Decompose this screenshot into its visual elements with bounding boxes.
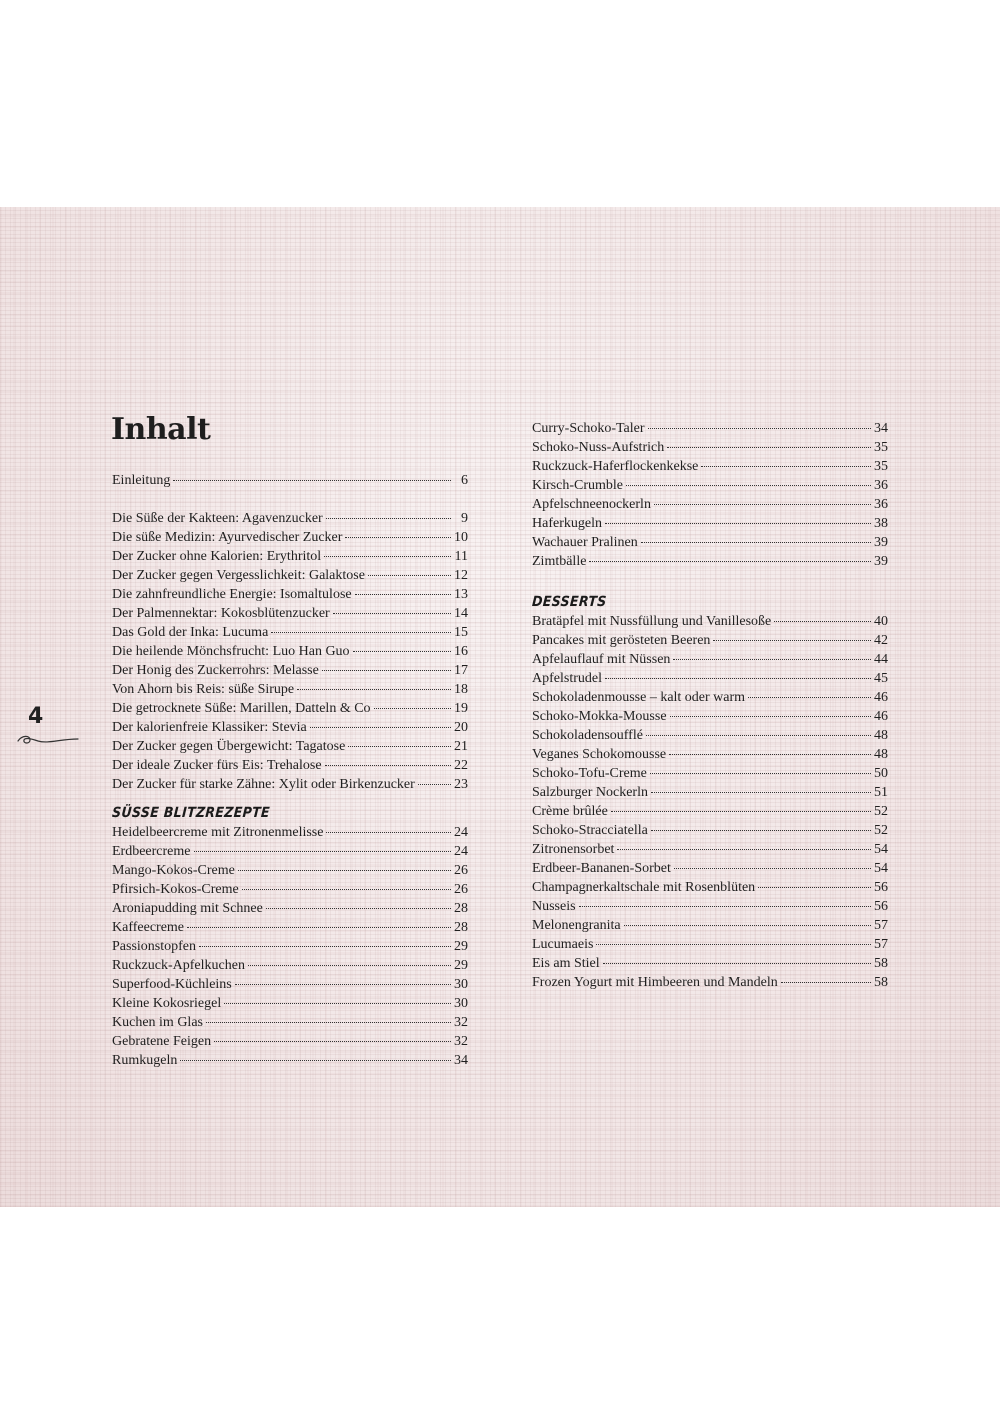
- toc-entry-title: Passionstopfen: [112, 939, 196, 954]
- dot-leader: [669, 754, 871, 755]
- dot-leader: [353, 651, 451, 652]
- toc-entry[interactable]: [112, 528, 468, 547]
- dot-leader: [374, 708, 451, 709]
- toc-entry-page: 16: [454, 644, 468, 659]
- toc-entry-title: Der Zucker ohne Kalorien: Erythritol: [112, 549, 322, 564]
- toc-entry[interactable]: [532, 514, 888, 533]
- toc-entry[interactable]: [532, 419, 888, 438]
- dot-leader: [626, 485, 871, 486]
- toc-entry[interactable]: [112, 604, 468, 623]
- toc-group-quick-recipes: [112, 823, 468, 1070]
- toc-entry-page: 18: [454, 682, 468, 697]
- toc-entry[interactable]: [532, 821, 888, 840]
- toc-entry-title: Der Palmennektar: Kokosblütenzucker: [112, 606, 330, 621]
- toc-entry-title: Von Ahorn bis Reis: süße Sirupe: [112, 682, 295, 697]
- toc-group-desserts: [532, 612, 888, 992]
- dot-leader: [603, 963, 871, 964]
- toc-entry[interactable]: [112, 699, 468, 718]
- toc-entry-title: Schoko-Stracciatella: [532, 823, 648, 838]
- toc-entry[interactable]: [532, 612, 888, 631]
- toc-entry[interactable]: [112, 585, 468, 604]
- toc-entry-title: Erdbeercreme: [112, 844, 191, 859]
- toc-entry[interactable]: [532, 954, 888, 973]
- dot-leader: [624, 925, 871, 926]
- toc-entry-page: 28: [454, 920, 468, 935]
- toc-entry-title: Melonengranita: [532, 918, 621, 933]
- toc-entry[interactable]: [532, 783, 888, 802]
- dot-leader: [325, 765, 451, 766]
- toc-entry[interactable]: [532, 840, 888, 859]
- dot-leader: [266, 908, 451, 909]
- section-heading-quick-recipes: SÜSSE BLITZREZEPTE: [111, 805, 271, 821]
- spacer: [112, 490, 468, 509]
- toc-entry-title: Zimtbälle: [532, 554, 587, 569]
- toc-entry-title: Haferkugeln: [532, 516, 602, 531]
- toc-entry-page: 24: [454, 825, 468, 840]
- toc-entry-title: Wachauer Pralinen: [532, 535, 638, 550]
- toc-entry-page: 58: [874, 956, 888, 971]
- toc-entry-title: Pancakes mit gerösteten Beeren: [532, 633, 711, 648]
- toc-entry-page: 29: [454, 958, 468, 973]
- toc-entry-title: Schoko-Nuss-Aufstrich: [532, 440, 665, 455]
- dot-leader: [345, 537, 451, 538]
- toc-entry-title: Superfood-Küchleins: [112, 977, 232, 992]
- dot-leader: [326, 832, 451, 833]
- dot-leader: [774, 621, 871, 622]
- toc-entry-title: Der Zucker gegen Vergesslichkeit: Galaktose: [112, 568, 365, 583]
- toc-entry-title: Curry-Schoko-Taler: [532, 421, 645, 436]
- toc-entry[interactable]: [532, 897, 888, 916]
- toc-entry-title: Die heilende Mönchsfrucht: Luo Han Guo: [112, 644, 350, 659]
- toc-group-intro: [112, 471, 468, 490]
- toc-entry[interactable]: [532, 802, 888, 821]
- dot-leader: [326, 518, 451, 519]
- dot-leader: [589, 561, 871, 562]
- toc-entry-title: Rumkugeln: [112, 1053, 178, 1068]
- toc-entry[interactable]: [532, 669, 888, 688]
- toc-entry[interactable]: [532, 935, 888, 954]
- dot-leader: [611, 811, 871, 812]
- spacer: [532, 571, 888, 583]
- dot-leader: [596, 944, 871, 945]
- toc-entry-page: 26: [454, 863, 468, 878]
- toc-entry-page: 34: [874, 421, 888, 436]
- page-number: 4: [28, 704, 44, 729]
- dot-leader: [242, 889, 451, 890]
- toc-entry-page: 46: [874, 709, 888, 724]
- toc-entry-title: Lucumaeis: [532, 937, 594, 952]
- dot-leader: [194, 851, 452, 852]
- dot-leader: [238, 870, 451, 871]
- toc-entry-page: 6: [461, 473, 468, 488]
- toc-entry-title: Kleine Kokosriegel: [112, 996, 222, 1011]
- toc-entry[interactable]: [532, 476, 888, 495]
- toc-entry-title: Kirsch-Crumble: [532, 478, 623, 493]
- toc-entry-title: Mango-Kokos-Creme: [112, 863, 235, 878]
- toc-entry[interactable]: [532, 745, 888, 764]
- toc-entry-page: 11: [454, 549, 468, 564]
- toc-entry-title: Crème brûlée: [532, 804, 608, 819]
- toc-entry[interactable]: [532, 533, 888, 552]
- toc-entry-page: 21: [454, 739, 468, 754]
- toc-entry[interactable]: [532, 495, 888, 514]
- toc-entry-page: 38: [874, 516, 888, 531]
- toc-entry-title: Frozen Yogurt mit Himbeeren und Mandeln: [532, 975, 778, 990]
- toc-entry-title: Der ideale Zucker fürs Eis: Trehalose: [112, 758, 322, 773]
- toc-entry[interactable]: [532, 631, 888, 650]
- toc-entry[interactable]: [112, 1032, 468, 1051]
- dot-leader: [333, 613, 451, 614]
- toc-entry[interactable]: [112, 1051, 468, 1070]
- toc-entry-page: 17: [454, 663, 468, 678]
- toc-entry-page: 56: [874, 880, 888, 895]
- toc-entry-page: 40: [874, 614, 888, 629]
- toc-entry-page: 56: [874, 899, 888, 914]
- dot-leader: [355, 594, 451, 595]
- toc-entry-page: 39: [874, 554, 888, 569]
- toc-entry-page: 24: [454, 844, 468, 859]
- dot-leader: [579, 906, 871, 907]
- toc-entry-title: Der Zucker für starke Zähne: Xylit oder Birkenzucker: [112, 777, 415, 792]
- dot-leader: [324, 556, 451, 557]
- toc-entry-page: 36: [874, 497, 888, 512]
- toc-entry-page: 23: [454, 777, 468, 792]
- toc-entry-page: 32: [454, 1015, 468, 1030]
- dot-leader: [199, 946, 451, 947]
- dot-leader: [271, 632, 451, 633]
- dot-leader: [235, 984, 451, 985]
- toc-entry-page: 54: [874, 861, 888, 876]
- toc-entry-page: 19: [454, 701, 468, 716]
- toc-entry-title: Schoko-Mokka-Mousse: [532, 709, 667, 724]
- dot-leader: [654, 504, 871, 505]
- toc-entry-page: 29: [454, 939, 468, 954]
- toc-entry-page: 48: [874, 728, 888, 743]
- toc-entry[interactable]: [112, 842, 468, 861]
- toc-entry-page: 10: [454, 530, 468, 545]
- toc-entry[interactable]: [112, 956, 468, 975]
- dot-leader: [673, 659, 871, 660]
- dot-leader: [648, 428, 871, 429]
- toc-entry-page: 46: [874, 690, 888, 705]
- toc-entry-page: 32: [454, 1034, 468, 1049]
- toc-entry-page: 26: [454, 882, 468, 897]
- dot-leader: [605, 678, 871, 679]
- toc-entry-title: Pfirsich-Kokos-Creme: [112, 882, 239, 897]
- toc-entry-page: 57: [874, 937, 888, 952]
- dot-leader: [674, 868, 871, 869]
- toc-entry[interactable]: [112, 899, 468, 918]
- toc-entry-title: Aroniapudding mit Schnee: [112, 901, 263, 916]
- toc-entry-title: Die süße Medizin: Ayurvedischer Zucker: [112, 530, 343, 545]
- toc-entry-page: 22: [454, 758, 468, 773]
- section-heading-desserts: DESSERTS: [531, 594, 608, 610]
- dot-leader: [646, 735, 871, 736]
- toc-entry-page: 42: [874, 633, 888, 648]
- toc-entry[interactable]: [112, 642, 468, 661]
- toc-entry-page: 51: [874, 785, 888, 800]
- toc-entry-page: 58: [874, 975, 888, 990]
- dot-leader: [248, 965, 451, 966]
- toc-entry[interactable]: [532, 859, 888, 878]
- toc-entry-page: 30: [454, 996, 468, 1011]
- toc-entry[interactable]: [112, 823, 468, 842]
- toc-entry-title: Der Honig des Zuckerrohrs: Melasse: [112, 663, 319, 678]
- toc-entry-page: 36: [874, 478, 888, 493]
- toc-entry-page: 28: [454, 901, 468, 916]
- toc-group-sugars: [112, 509, 468, 794]
- toc-entry[interactable]: [532, 552, 888, 571]
- toc-entry-title: Einleitung: [112, 473, 171, 488]
- toc-entry-page: 35: [874, 440, 888, 455]
- toc-entry[interactable]: [112, 861, 468, 880]
- dot-leader: [224, 1003, 451, 1004]
- dot-leader: [187, 927, 451, 928]
- toc-entry-title: Schoko-Tofu-Creme: [532, 766, 647, 781]
- dot-leader: [214, 1041, 451, 1042]
- toc-entry-page: 12: [454, 568, 468, 583]
- dot-leader: [670, 716, 871, 717]
- dot-leader: [667, 447, 871, 448]
- toc-entry-page: 50: [874, 766, 888, 781]
- toc-entry[interactable]: [112, 937, 468, 956]
- toc-entry[interactable]: [112, 994, 468, 1013]
- toc-entry-title: Eis am Stiel: [532, 956, 600, 971]
- dot-leader: [650, 773, 871, 774]
- toc-entry[interactable]: [112, 1013, 468, 1032]
- dot-leader: [605, 523, 871, 524]
- toc-entry-title: Der kalorienfreie Klassiker: Stevia: [112, 720, 307, 735]
- toc-entry-title: Nusseis: [532, 899, 576, 914]
- toc-entry-page: 14: [454, 606, 468, 621]
- toc-entry-title: Schokoladenmousse – kalt oder warm: [532, 690, 746, 705]
- toc-entry-title: Apfelstrudel: [532, 671, 602, 686]
- toc-entry[interactable]: [112, 680, 468, 699]
- dot-leader: [368, 575, 451, 576]
- dot-leader: [418, 784, 451, 785]
- toc-entry-title: Gebratene Feigen: [112, 1034, 212, 1049]
- toc-entry-page: 57: [874, 918, 888, 933]
- toc-entry-page: 13: [454, 587, 468, 602]
- dot-leader: [206, 1022, 451, 1023]
- toc-entry-page: 34: [454, 1053, 468, 1068]
- toc-entry[interactable]: [112, 756, 468, 775]
- toc-entry-title: Apfelschneenockerln: [532, 497, 651, 512]
- toc-entry-page: 9: [461, 511, 468, 526]
- toc-entry-title: Apfelauflauf mit Nüssen: [532, 652, 671, 667]
- toc-entry-title: Heidelbeercreme mit Zitronenmelisse: [112, 825, 324, 840]
- toc-entry-title: Die getrocknete Süße: Marillen, Datteln & Co: [112, 701, 371, 716]
- toc-entry-page: 20: [454, 720, 468, 735]
- toc-entry[interactable]: [112, 623, 468, 642]
- toc-entry[interactable]: [532, 688, 888, 707]
- swirl-flourish-icon: [16, 733, 80, 747]
- toc-entry-page: 44: [874, 652, 888, 667]
- toc-entry[interactable]: [112, 661, 468, 680]
- dot-leader: [651, 830, 871, 831]
- toc-entry-title: Das Gold der Inka: Lucuma: [112, 625, 269, 640]
- toc-entry-page: 39: [874, 535, 888, 550]
- page-title: Inhalt: [111, 412, 211, 447]
- toc-entry-title: Ruckzuck-Apfelkuchen: [112, 958, 245, 973]
- toc-entry-page: 30: [454, 977, 468, 992]
- toc-entry-title: Champagnerkaltschale mit Rosenblüten: [532, 880, 756, 895]
- toc-left-column: [112, 471, 468, 1070]
- toc-entry-title: Die Süße der Kakteen: Agavenzucker: [112, 511, 323, 526]
- dot-leader: [641, 542, 871, 543]
- toc-entry-title: Die zahnfreundliche Energie: Isomaltulose: [112, 587, 352, 602]
- toc-entry-title: Bratäpfel mit Nussfüllung und Vanillesoße: [532, 614, 772, 629]
- toc-entry[interactable]: [112, 509, 468, 528]
- toc-entry-page: 52: [874, 823, 888, 838]
- dot-leader: [701, 466, 871, 467]
- toc-entry-title: Kuchen im Glas: [112, 1015, 203, 1030]
- toc-entry[interactable]: [112, 975, 468, 994]
- dot-leader: [322, 670, 451, 671]
- toc-entry-title: Erdbeer-Bananen-Sorbet: [532, 861, 671, 876]
- toc-entry-title: Zitronensorbet: [532, 842, 615, 857]
- toc-entry[interactable]: [532, 438, 888, 457]
- toc-entry[interactable]: [532, 764, 888, 783]
- toc-entry[interactable]: [112, 471, 468, 490]
- dot-leader: [713, 640, 871, 641]
- dot-leader: [617, 849, 871, 850]
- toc-entry-page: 45: [874, 671, 888, 686]
- toc-entry-page: 52: [874, 804, 888, 819]
- toc-entry-page: 54: [874, 842, 888, 857]
- toc-entry-page: 15: [454, 625, 468, 640]
- toc-entry-title: Ruckzuck-Haferflockenkekse: [532, 459, 699, 474]
- toc-entry-title: Veganes Schokomousse: [532, 747, 667, 762]
- toc-entry[interactable]: [112, 737, 468, 756]
- toc-entry-title: Salzburger Nockerln: [532, 785, 648, 800]
- dot-leader: [297, 689, 451, 690]
- toc-entry[interactable]: [532, 726, 888, 745]
- dot-leader: [651, 792, 871, 793]
- dot-leader: [348, 746, 451, 747]
- toc-entry[interactable]: [112, 718, 468, 737]
- toc-entry[interactable]: [112, 775, 468, 794]
- dot-leader: [758, 887, 871, 888]
- toc-entry[interactable]: [532, 916, 888, 935]
- toc-entry[interactable]: [532, 973, 888, 992]
- toc-entry[interactable]: [532, 878, 888, 897]
- toc-right-column: [532, 419, 888, 992]
- toc-entry[interactable]: [532, 457, 888, 476]
- dot-leader: [748, 697, 871, 698]
- toc-entry-title: Schokoladensoufflé: [532, 728, 643, 743]
- toc-entry[interactable]: [532, 707, 888, 726]
- toc-entry-title: Der Zucker gegen Übergewicht: Tagatose: [112, 739, 346, 754]
- toc-entry-page: 35: [874, 459, 888, 474]
- toc-entry-title: Kaffeecreme: [112, 920, 185, 935]
- toc-entry[interactable]: [532, 650, 888, 669]
- toc-entry[interactable]: [112, 547, 468, 566]
- toc-entry[interactable]: [112, 566, 468, 585]
- dot-leader: [781, 982, 871, 983]
- toc-entry-page: 48: [874, 747, 888, 762]
- dot-leader: [180, 1060, 451, 1061]
- dot-leader: [173, 480, 451, 481]
- toc-entry[interactable]: [112, 918, 468, 937]
- toc-entry[interactable]: [112, 880, 468, 899]
- dot-leader: [310, 727, 451, 728]
- toc-group-quick-recipes-continued: [532, 419, 888, 571]
